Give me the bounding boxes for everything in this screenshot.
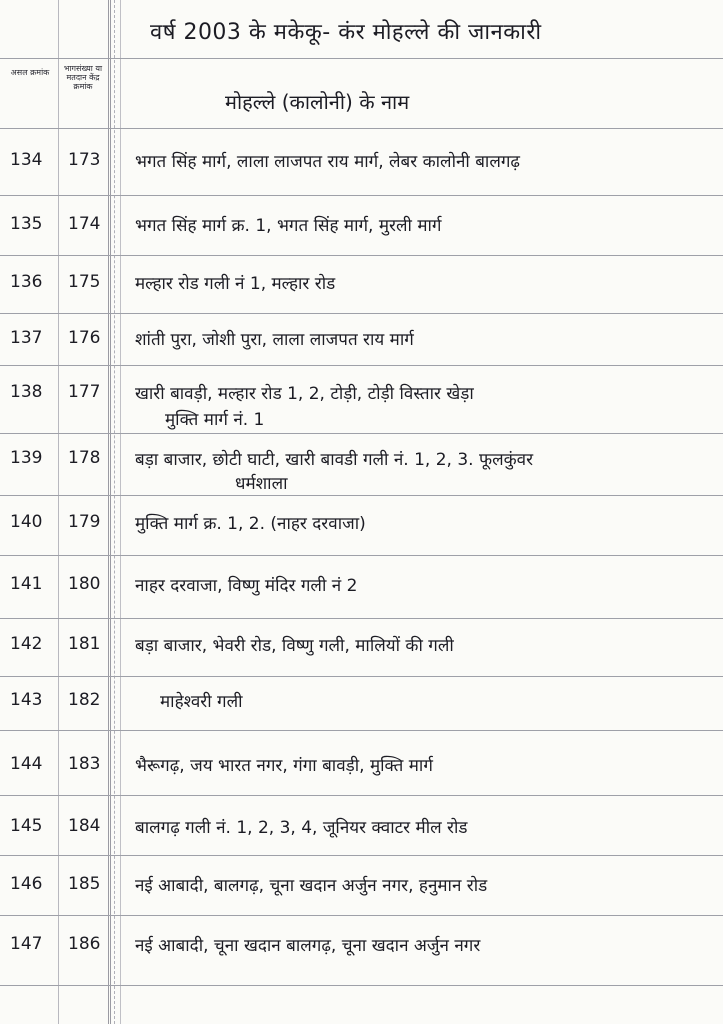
locality-names: खारी बावड़ी, मल्हार रोड 1, 2, टोड़ी, टोड़ी विस्तार खेड़ा [135,384,474,404]
header-part-number: भागसंख्या या मतदान केंद्र क्रमांक [63,64,103,91]
part-number: 179 [68,512,101,532]
part-number: 184 [68,816,101,836]
serial-number: 138 [10,382,43,402]
ruling-line [0,618,723,619]
serial-number: 139 [10,448,43,468]
ruling-line [0,676,723,677]
ruling-line [0,255,723,256]
serial-number: 146 [10,874,43,894]
margin-divider [114,0,115,1024]
serial-number: 143 [10,690,43,710]
locality-names: बड़ा बाजार, छोटी घाटी, खारी बावडी गली नं. 1, 2, 3. फूलकुंवर [135,450,534,470]
part-number: 177 [68,382,101,402]
part-number: 180 [68,574,101,594]
ruling-line [0,365,723,366]
ruling-line [0,313,723,314]
ruling-line [0,128,723,129]
locality-names: भैरूगढ़, जय भारत नगर, गंगा बावड़ी, मुक्ति मार्ग [135,756,433,776]
ruling-line [0,58,723,59]
locality-names: मल्हार रोड गली नं 1, मल्हार रोड [135,274,336,294]
locality-names: माहेश्वरी गली [160,692,243,712]
column-divider [120,0,121,1024]
serial-number: 147 [10,934,43,954]
serial-number: 142 [10,634,43,654]
ruling-line [0,730,723,731]
column-divider [58,0,59,1024]
locality-names: भगत सिंह मार्ग, लाला लाजपत राय मार्ग, लेबर कालोनी बालगढ़ [135,152,521,172]
serial-number: 144 [10,754,43,774]
ruling-line [0,915,723,916]
serial-number: 145 [10,816,43,836]
part-number: 186 [68,934,101,954]
locality-names-continued: धर्मशाला [235,474,288,494]
part-number: 175 [68,272,101,292]
ruling-line [0,795,723,796]
serial-number: 134 [10,150,43,170]
locality-names: बालगढ़ गली नं. 1, 2, 3, 4, जूनियर क्वाटर मील रोड [135,818,468,838]
ruling-line [0,985,723,986]
part-number: 174 [68,214,101,234]
part-number: 178 [68,448,101,468]
ruling-line [0,433,723,434]
serial-number: 141 [10,574,43,594]
part-number: 173 [68,150,101,170]
locality-names: नाहर दरवाजा, विष्णु मंदिर गली नं 2 [135,576,358,596]
ruling-line [0,855,723,856]
ruling-line [0,555,723,556]
part-number: 182 [68,690,101,710]
margin-divider [108,0,111,1024]
locality-names: शांती पुरा, जोशी पुरा, लाला लाजपत राय मार्ग [135,330,414,350]
ruling-line [0,195,723,196]
locality-names-continued: मुक्ति मार्ग नं. 1 [165,410,265,430]
locality-names: नई आबादी, चूना खदान बालगढ़, चूना खदान अर्जुन नगर [135,936,481,956]
locality-names: भगत सिंह मार्ग क्र. 1, भगत सिंह मार्ग, मुरली मार्ग [135,216,442,236]
part-number: 181 [68,634,101,654]
locality-names: नई आबादी, बालगढ़, चूना खदान अर्जुन नगर, हनुमान रोड [135,876,488,896]
part-number: 183 [68,754,101,774]
part-number: 176 [68,328,101,348]
part-number: 185 [68,874,101,894]
serial-number: 135 [10,214,43,234]
serial-number: 136 [10,272,43,292]
header-serial: असल क्रमांक [10,68,50,77]
serial-number: 140 [10,512,43,532]
page-title: वर्ष 2003 के मकेकू- कंर मोहल्ले की जानकारी [150,20,542,45]
header-locality-names: मोहल्ले (कालोनी) के नाम [225,90,410,114]
locality-names: बड़ा बाजार, भेवरी रोड, विष्णु गली, मालियों की गली [135,636,454,656]
locality-names: मुक्ति मार्ग क्र. 1, 2. (नाहर दरवाजा) [135,514,366,534]
serial-number: 137 [10,328,43,348]
